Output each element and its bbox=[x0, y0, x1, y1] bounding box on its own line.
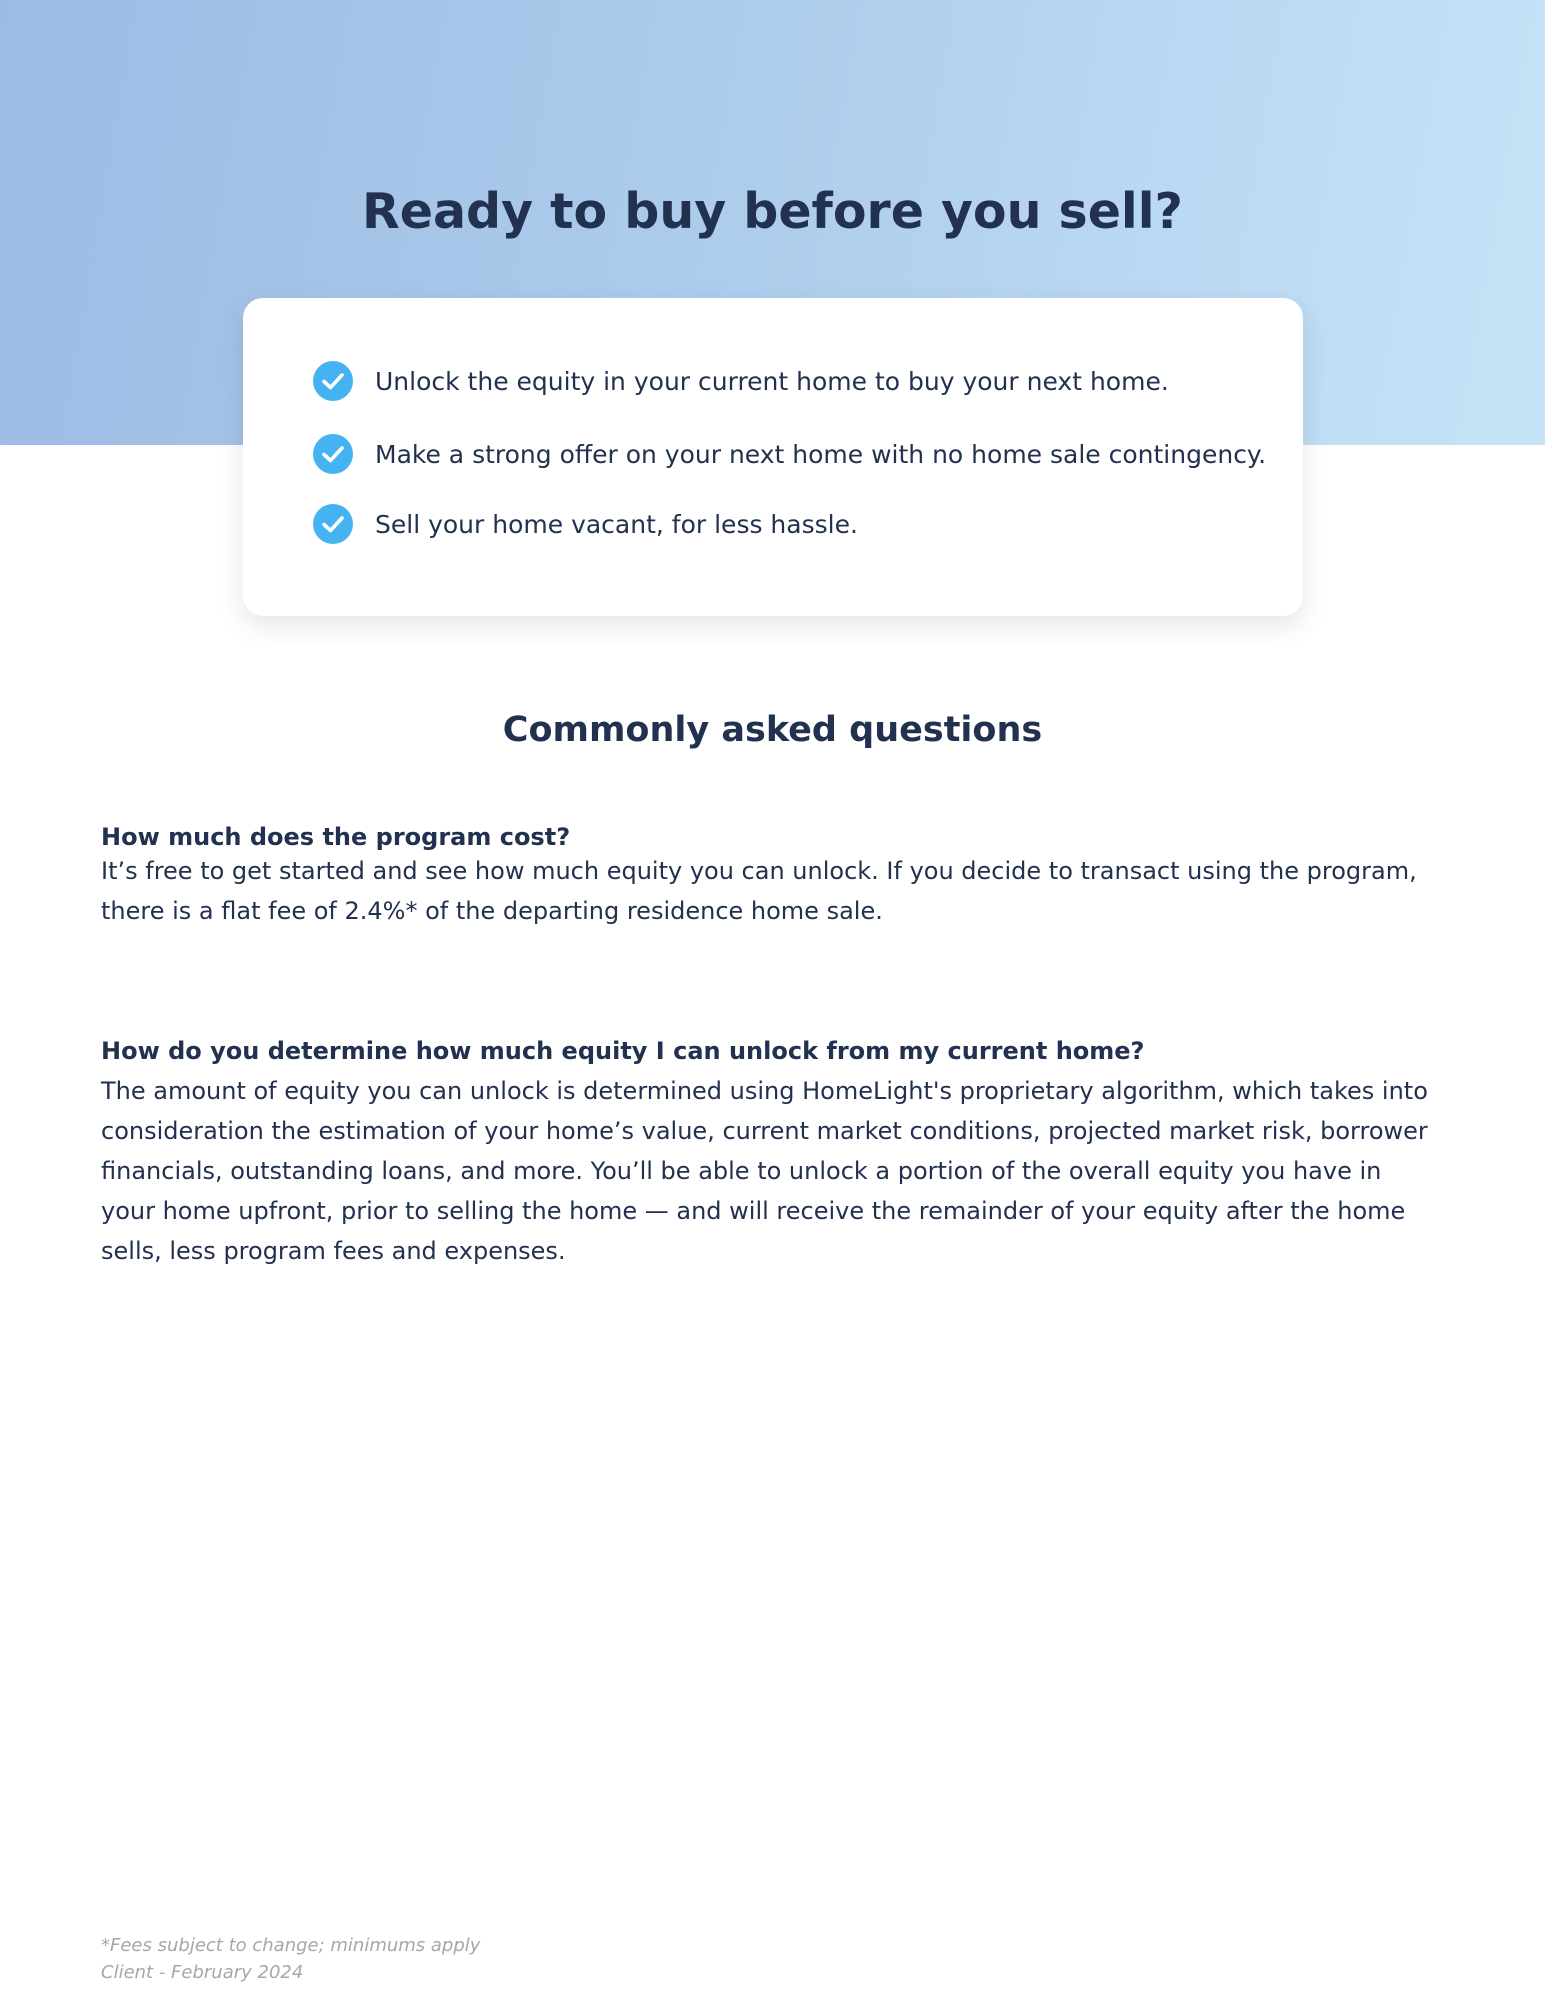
faq-answer: It’s free to get started and see how much equity you can unlock. If you decide to transact using the program, there is a flat fee of 2.4%* of the departing residence home sale. bbox=[101, 857, 1417, 925]
benefit-item bbox=[313, 434, 1266, 474]
faq-item bbox=[101, 823, 1441, 931]
benefit-item bbox=[313, 361, 1169, 401]
benefit-text: Unlock the equity in your current home to buy your next home. bbox=[375, 366, 1169, 396]
faq-item bbox=[101, 1037, 1441, 1271]
benefit-item bbox=[313, 504, 858, 544]
faq-answer: The amount of equity you can unlock is determined using HomeLight's proprietary algorithm, which takes into consideration the estimation of your home’s value, current market conditions, projected market risk, borrower financials, outstanding loans, and more. You’ll be able to unlock a portion of the overall equity you have in your home upfront, prior to selling the home — and will receive the remainder of your equity after the home sells, less program fees and expenses. bbox=[101, 1077, 1428, 1265]
check-circle-icon bbox=[313, 504, 353, 544]
benefit-text: Make a strong offer on your next home with no home sale contingency. bbox=[375, 439, 1267, 469]
check-circle-icon bbox=[313, 361, 353, 401]
benefit-text: Sell your home vacant, for less hassle. bbox=[375, 509, 858, 539]
footer-client-line: Client - February 2024 bbox=[101, 1962, 304, 1983]
faq-question: How much does the program cost? bbox=[101, 823, 571, 851]
footer bbox=[101, 1932, 480, 1986]
check-circle-icon bbox=[313, 434, 353, 474]
page-title: Ready to buy before you sell? bbox=[362, 183, 1183, 240]
footer-disclaimer: *Fees subject to change; minimums apply bbox=[101, 1935, 481, 1956]
benefits-card bbox=[243, 298, 1303, 616]
faq-heading: Commonly asked questions bbox=[502, 710, 1043, 750]
faq-question: How do you determine how much equity I can unlock from my current home? bbox=[101, 1037, 1145, 1065]
